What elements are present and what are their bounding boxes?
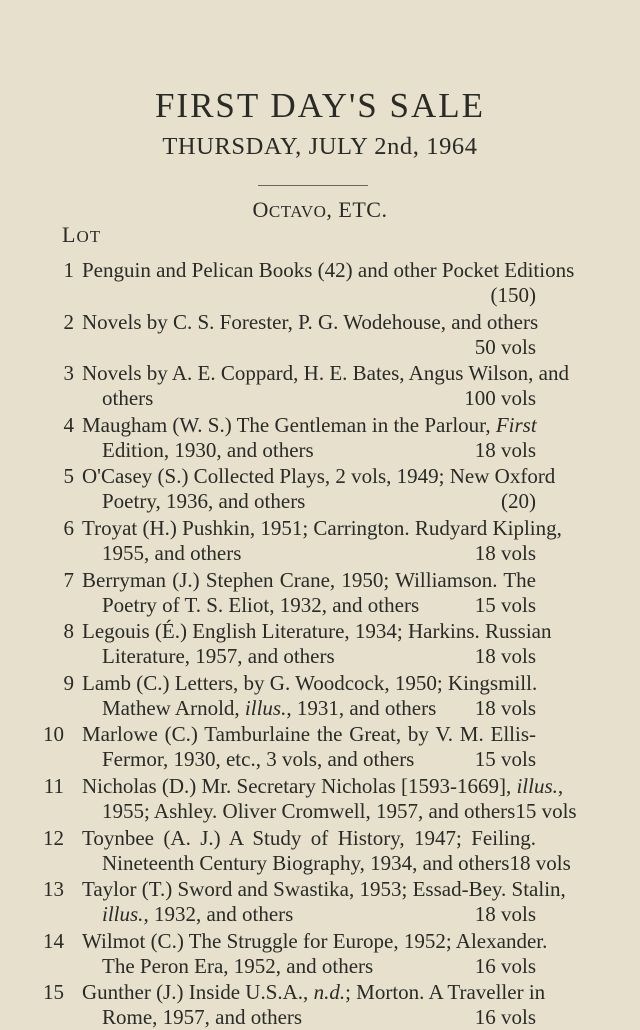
lot-description-line-2 <box>82 438 536 463</box>
lot-description-line-2 <box>82 593 536 618</box>
lot-description-line-1: Legouis (É.) English Literature, 1934; Harkins. Russian <box>82 619 552 643</box>
lot-quantity: 15 vols <box>474 747 536 771</box>
lot-description <box>82 877 566 927</box>
lot-number: 8 <box>63 619 74 643</box>
lot-number: 14 <box>43 929 64 953</box>
lot-description-line-2 <box>82 489 536 514</box>
section-heading-rest: CTAVO <box>268 202 327 221</box>
lot-description <box>82 722 536 772</box>
lot-description-line-1: Maugham (W. S.) The Gentleman in the Parlour, First <box>82 413 537 437</box>
lot-number: 4 <box>63 413 74 437</box>
lot-number: 7 <box>63 568 74 592</box>
lot-description <box>82 826 571 876</box>
lot-description-line-1: Marlowe (C.) Tamburlaine the Great, by V. M. Ellis- <box>82 722 536 746</box>
lot-description-continued: Literature, 1957, and others <box>102 644 335 668</box>
lot-quantity: 50 vols <box>474 335 536 359</box>
sale-date: THURSDAY, JULY 2nd, 1964 <box>162 133 478 160</box>
lot-description-line-2 <box>82 696 536 721</box>
lot-heading-initial: L <box>62 222 77 247</box>
lot-quantity: 100 vols <box>464 386 536 410</box>
lot-description-line-2 <box>82 902 536 927</box>
lot-description-line-2 <box>82 386 536 411</box>
section-heading-initial: O <box>252 197 269 222</box>
lot-description-continued: The Peron Era, 1952, and others <box>102 954 374 978</box>
lot-description-continued: 1955; Ashley. Oliver Cromwell, 1957, and others <box>102 799 516 823</box>
lot-description-continued: Rome, 1957, and others <box>102 1005 303 1029</box>
lot-number: 10 <box>43 722 64 746</box>
lot-quantity: 18 vols <box>474 696 536 720</box>
lot-description <box>82 258 575 308</box>
lot-description <box>82 671 536 721</box>
lot-quantity: 18 vols <box>474 541 536 565</box>
lot-description-line-1: Novels by C. S. Forester, P. G. Wodehouse, and others <box>82 310 539 334</box>
lot-description-line-1: Novels by A. E. Coppard, H. E. Bates, Angus Wilson, and <box>82 361 569 385</box>
lot-number: 15 <box>43 980 64 1004</box>
lot-description-continued: Nineteenth Century Biography, 1934, and others <box>102 851 510 875</box>
lot-description-line-1: Gunther (J.) Inside U.S.A., n.d.; Morton. A Traveller in <box>82 980 546 1004</box>
lot-description-line-2 <box>82 1005 536 1030</box>
lot-description-continued: Mathew Arnold, illus., 1931, and others <box>102 696 437 720</box>
lot-description <box>82 361 569 411</box>
lot-description <box>82 980 546 1030</box>
lot-description-line-1: Penguin and Pelican Books (42) and other Pocket Editions <box>82 258 575 282</box>
lot-description-line-2 <box>82 644 536 669</box>
lot-description-line-2 <box>82 747 536 772</box>
lot-quantity: 16 vols <box>474 1005 536 1029</box>
sale-title: FIRST DAY'S SALE <box>154 86 486 125</box>
lot-description-line-1: Troyat (H.) Pushkin, 1951; Carrington. Rudyard Kipling, <box>82 516 562 540</box>
lot-description-continued: Poetry, 1936, and others <box>102 489 306 513</box>
lot-description-continued: Poetry of T. S. Eliot, 1932, and others <box>102 593 420 617</box>
lot-description-continued: 1955, and others <box>102 541 242 565</box>
lot-description-line-1: O'Casey (S.) Collected Plays, 2 vols, 1949; New Oxford <box>82 464 556 488</box>
lot-description-continued: illus., 1932, and others <box>102 902 294 926</box>
lot-quantity: (20) <box>501 489 536 513</box>
lot-quantity: 16 vols <box>474 954 536 978</box>
lot-description <box>82 568 536 618</box>
lot-description <box>82 929 548 979</box>
lot-description-continued: others <box>102 386 154 410</box>
lot-description-line-2 <box>82 799 577 824</box>
lot-quantity: (150) <box>490 283 536 307</box>
lot-number: 3 <box>63 361 74 385</box>
lot-description-line-1: Berryman (J.) Stephen Crane, 1950; Williamson. The <box>82 568 536 592</box>
lot-description <box>82 774 577 824</box>
lot-description-line-2 <box>82 335 536 360</box>
lot-description-line-2 <box>82 283 536 308</box>
lot-number: 6 <box>63 516 74 540</box>
lot-description <box>82 464 556 514</box>
lot-description-continued: Fermor, 1930, etc., 3 vols, and others <box>102 747 415 771</box>
lot-description-line-1: Lamb (C.) Letters, by G. Woodcock, 1950; Kingsmill. <box>82 671 538 695</box>
lot-description-line-1: Toynbee (A. J.) A Study of History, 1947; Feiling. <box>82 826 536 850</box>
lot-description <box>82 310 539 360</box>
lot-number: 9 <box>63 671 74 695</box>
lot-quantity: 15 vols <box>474 593 536 617</box>
lot-number: 2 <box>63 310 74 334</box>
lot-quantity: 18 vols <box>474 644 536 668</box>
lot-quantity: 15 vols <box>515 799 577 823</box>
lot-number: 13 <box>43 877 64 901</box>
lot-number: 11 <box>43 774 64 798</box>
lot-column-heading <box>62 221 101 251</box>
title-divider <box>258 185 368 186</box>
lot-number: 5 <box>63 464 74 488</box>
lot-description <box>82 413 536 463</box>
lot-description-line-2 <box>82 851 571 876</box>
lot-description <box>82 619 552 669</box>
lot-description-continued: Edition, 1930, and others <box>102 438 314 462</box>
section-heading-suffix: , ETC. <box>326 197 388 222</box>
lot-quantity: 18 vols <box>474 902 536 926</box>
lot-description <box>82 516 562 566</box>
lot-quantity: 18 vols <box>509 851 571 875</box>
lot-quantity: 18 vols <box>474 438 536 462</box>
lot-number: 12 <box>43 826 64 850</box>
lot-heading-rest: OT <box>76 227 102 246</box>
lot-description-line-2 <box>82 954 536 979</box>
lot-description-line-1: Nicholas (D.) Mr. Secretary Nicholas [1593-1669], illus., <box>82 774 564 798</box>
lot-number: 1 <box>63 258 74 282</box>
lot-description-line-1: Taylor (T.) Sword and Swastika, 1953; Essad-Bey. Stalin, <box>82 877 566 901</box>
lot-description-line-1: Wilmot (C.) The Struggle for Europe, 1952; Alexander. <box>82 929 548 953</box>
lot-description-line-2 <box>82 541 536 566</box>
